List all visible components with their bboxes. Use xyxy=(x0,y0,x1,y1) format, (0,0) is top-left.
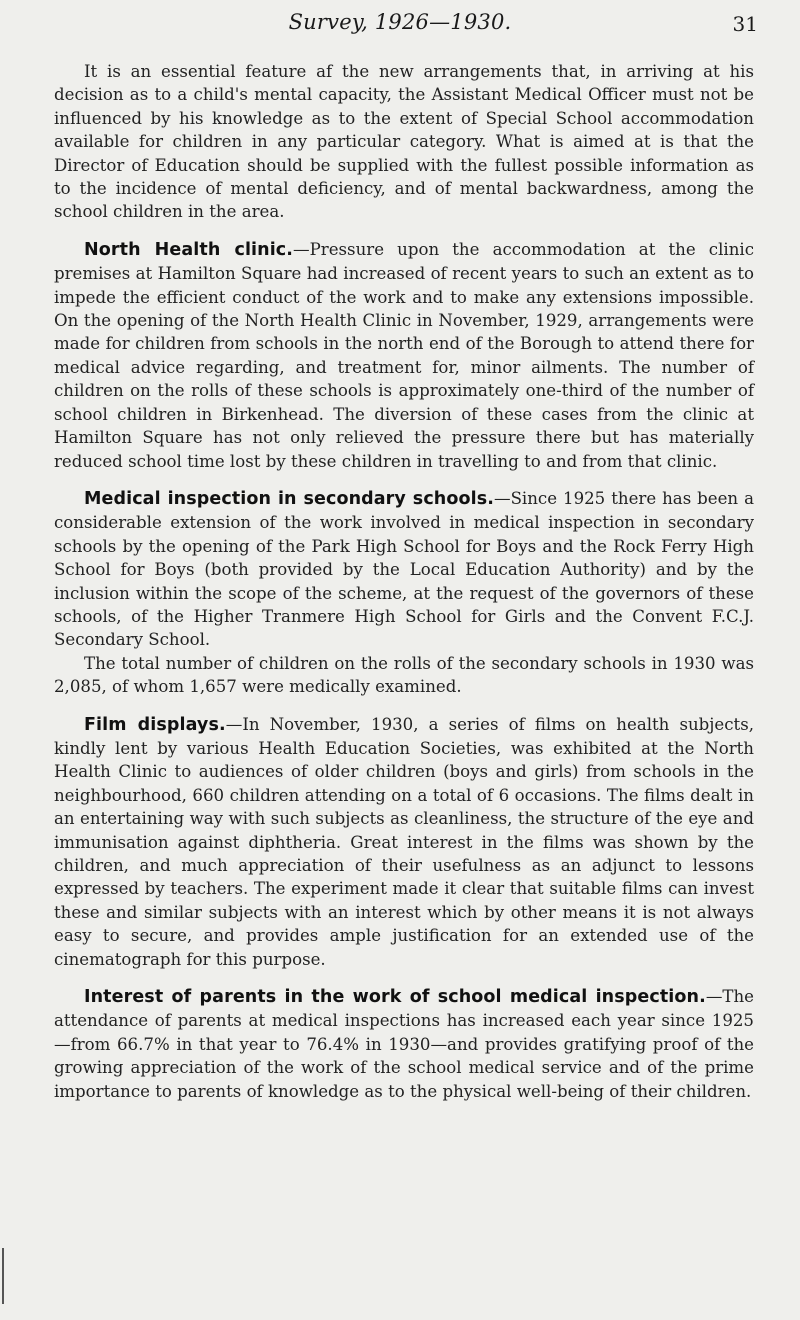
paragraph-text: The total number of children on the rolls of the secondary schools in 1930 was 2,085, of whom 1,657 were medically examined. xyxy=(54,653,754,697)
binding-edge-mark xyxy=(2,1248,4,1304)
paragraph-text: —The attendance of parents at medical inspections has increased each year since 1925—from 66.7% in that year to 76.4% in 1930—and provides gratifying proof of the growing appreciation of the work of the school medical service and of the prime importance to parents of knowledge as to the physical well-being of their children. xyxy=(54,987,754,1101)
paragraph-film-displays xyxy=(54,713,754,971)
section-heading-north-health-clinic: North Health clinic. xyxy=(84,239,294,260)
paragraph-secondary-schools xyxy=(54,487,754,652)
section-heading-parents-interest: Interest of parents in the work of school medical inspection. xyxy=(84,987,706,1008)
paragraph-parents-interest xyxy=(54,985,754,1103)
paragraph-text: —In November, 1930, a series of films on health subjects, kindly lent by various Health Education Societies, was exhibited at the North Health Clinic to audiences of older children (boys and girls) from schools in the neighbourhood, 660 children attending on a total of 6 occasions. The films dealt in an entertaining way with such subjects as cleanliness, the structure of the eye and immunisation against diphtheria. Great interest in the films was shown by the children, and much appreciation of their usefulness as an adjunct to lessons expressed by teachers. The experiment made it clear that suitable films can invest these and similar subjects with an interest which by other means it is not always easy to secure, and provides ample justification for an extended use of the cinematograph for this purpose. xyxy=(54,714,755,969)
page-header xyxy=(0,10,800,46)
section-heading-secondary-schools: Medical inspection in secondary schools. xyxy=(84,488,494,509)
body-text xyxy=(54,60,754,1117)
paragraph-mental-capacity xyxy=(54,60,754,224)
paragraph-text: —Pressure upon the accommodation at the clinic premises at Hamilton Square had increased of recent years to such an extent as to impede the efficient conduct of the work and to make any extensions impossible. On the opening of the North Health Clinic in November, 1929, arrangements were made for children from schools in the north end of the Borough to attend there for medical advice regarding, and treatment for, minor ailments. The number of children on the rolls of these schools is approximately one-third of the number of school children in Birkenhead. The diversion of these cases from the clinic at Hamilton Square has not only relieved the pressure there but has materially reduced school time lost by these children in travelling to and from that clinic. xyxy=(54,239,754,471)
page-number: 31 xyxy=(732,12,758,36)
section-heading-film-displays: Film displays. xyxy=(84,714,226,735)
paragraph-text: It is an essential feature af the new arrangements that, in arriving at his decision as to a child's mental capacity, the Assistant Medical Officer must not be influenced by his knowledge as to the extent of Special School accommodation available for children in any particular category. What is aimed at is that the Director of Education should be supplied with the fullest possible information as to the incidence of mental deficiency, and of mental backwardness, among the school children in the area. xyxy=(54,62,754,222)
running-title: Survey, 1926—1930. xyxy=(288,10,512,34)
paragraph-secondary-schools-total xyxy=(54,652,754,699)
paragraph-text: —Since 1925 there has been a considerable extension of the work involved in medical inspection in secondary schools by the opening of the Park High School for Boys and the Rock Ferry High School for Boys (both provided by the Local Education Authority) and by the inclusion within the scope of the scheme, at the request of the governors of these schools, of the Higher Tranmere High School for Girls and the Convent F.C.J. Secondary School. xyxy=(54,488,754,650)
paragraph-north-health-clinic xyxy=(54,238,754,473)
